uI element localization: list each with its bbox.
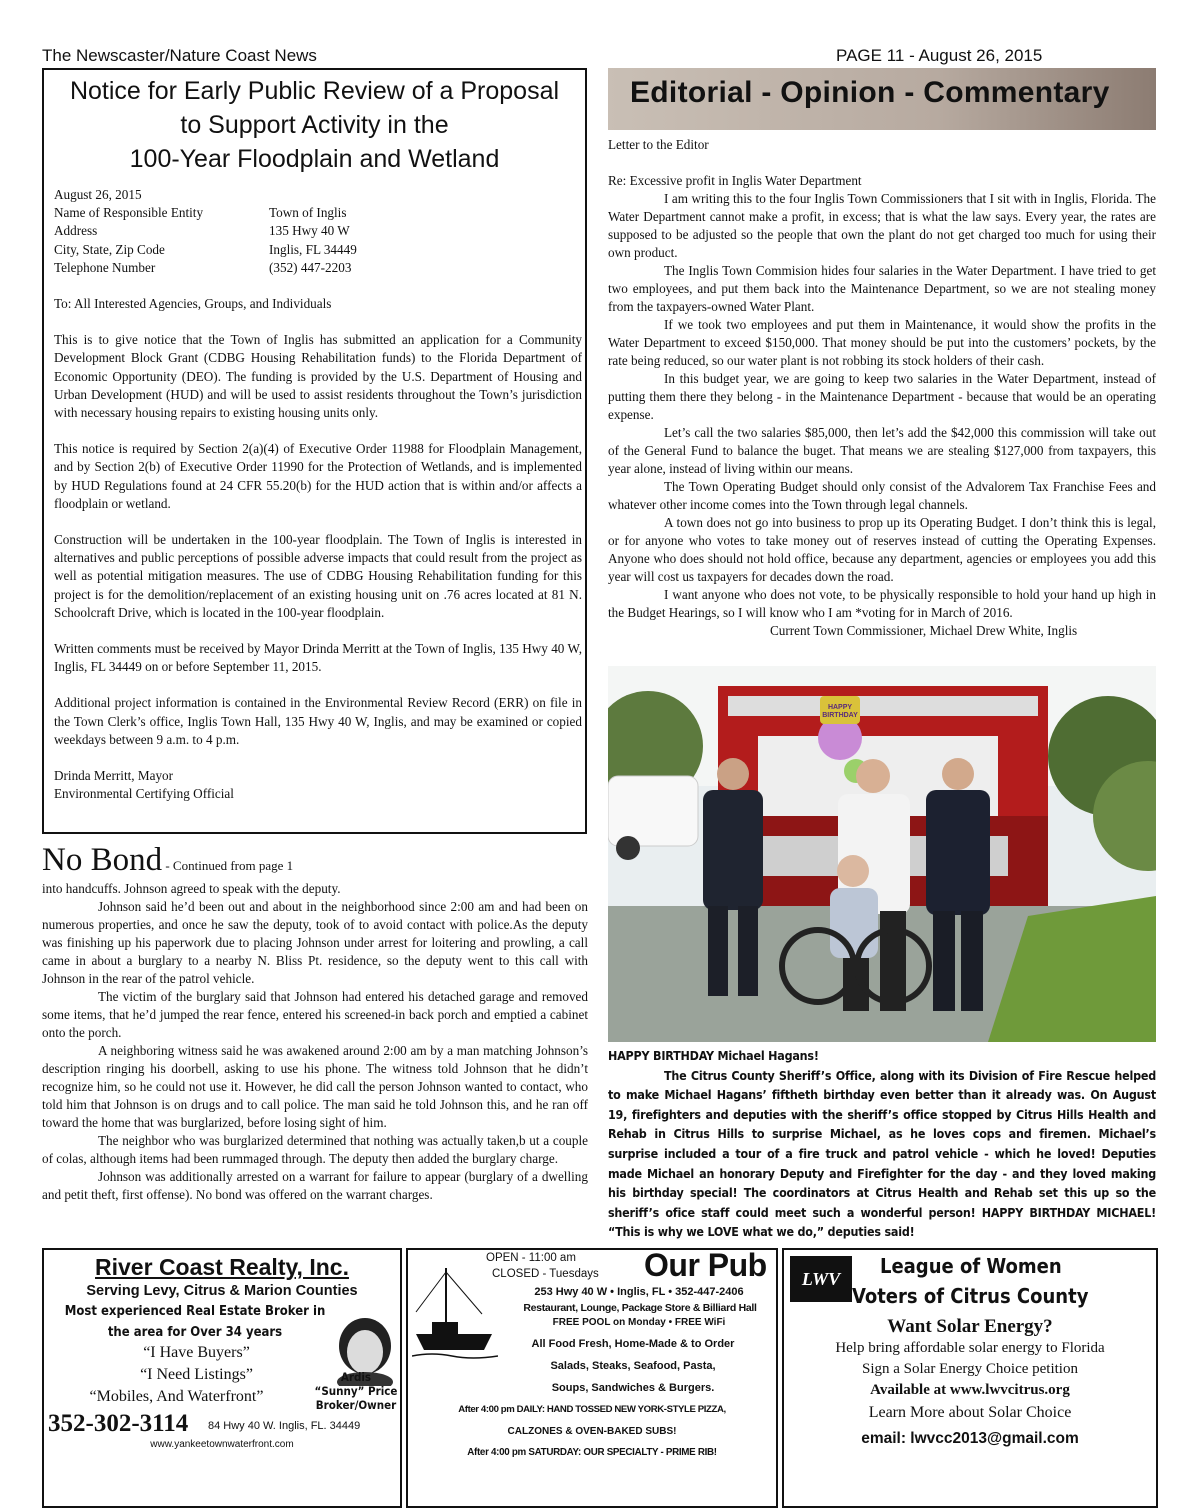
page-and-date: PAGE 11 - August 26, 2015: [836, 46, 1043, 65]
notice-field: [54, 241, 582, 259]
notice-paragraph: Construction will be undertaken in the 100-year floodplain. The Town of Inglis is interested in alternatives and public perceptions of possible adverse impacts that could result from the project as well as potential mitigation measures. The use of CDBG Housing Rehabilitation funding for this project is for the demolition/replacement of an existing housing unit on .76 acres located at 81 N. Schoolcraft Drive, which is located in the 100-year floodplain.: [54, 532, 582, 620]
article-paragraph: into handcuffs. Johnson agreed to speak with the deputy.: [42, 881, 341, 896]
editorial-banner-text: Editorial - Opinion - Commentary: [630, 76, 1110, 109]
notice-paragraph: This is to give notice that the Town of Inglis has submitted an application for a Community Development Block Grant (CDBG Housing Rehabilitation funds) to the Florida Department of Economic Opportunity (DEO). The funding is provided by the U.S. Department of Housing and Urban Development (HUD) and will be used to assist residents throughout the Town’s jurisdiction with necessary housing repairs to existing housing units only.: [54, 332, 582, 421]
realty-tagline: the area for Over 34 years: [107, 1325, 283, 1340]
notice-paragraph: Written comments must be received by Mayor Drinda Merritt at the Town of Inglis, 135 Hwy 40 W, Inglis, FL 34449 on or before September 11, 2015.: [54, 641, 582, 675]
ad-our-pub: [406, 1248, 778, 1508]
nobond-title: No Bond: [42, 842, 163, 878]
boat-icon: [412, 1264, 498, 1364]
notice-field: [54, 259, 582, 277]
ad-river-coast-realty: [42, 1248, 402, 1508]
letter-to-editor: [608, 136, 1156, 640]
field-value: (352) 447-2203: [269, 259, 352, 275]
lwv-headline: Want Solar Energy?: [887, 1316, 1053, 1337]
nobond-headline: [42, 842, 293, 879]
letter-signoff: Current Town Commissioner, Michael Drew White, Inglis: [770, 623, 1078, 638]
notice-paragraph: To: All Interested Agencies, Groups, and Individuals: [54, 296, 332, 312]
notice-title-line: Notice for Early Public Review of a Proposal: [69, 77, 560, 105]
article-paragraph: The neighbor who was burglarized determined that nothing was actually taken,b ut a couple of colas, although items had been rummaged through. The deputy then added the burglary charge.: [42, 1133, 588, 1166]
nobond-continued: - Continued from page 1: [162, 858, 294, 873]
field-value: Inglis, FL 34449: [269, 241, 357, 257]
pub-name: Our Pub: [644, 1247, 767, 1283]
realty-serving: Serving Levy, Citrus & Marion Counties: [86, 1283, 358, 1299]
lwv-website: Available at www.lwvcitrus.org: [870, 1382, 1070, 1398]
letter-paragraph: The Town Operating Budget should only consist of the Advalorem Tax Franchise Fees and whatever other income comes into the Town through legal channels.: [608, 479, 1156, 512]
letter-paragraph: I am writing this to the four Inglis Town Commissioners that I sit with in Inglis, Florida. The Water Department cannot make a profit, in excess; that is what the law says. Every year, the rates are supposed to be adjusted so the people that own the plant do not get charged too much for using their own product.: [608, 191, 1156, 260]
notice-signature-title: Environmental Certifying Official: [54, 786, 234, 802]
agent-title: Broker/Owner: [315, 1398, 397, 1412]
article-paragraph: The victim of the burglary said that Johnson had entered his detached garage and removed some items, that he’d jumped the rear fence, entered his screened-in back porch and emptied a cabinet onto the porch.: [42, 989, 588, 1040]
field-value: Town of Inglis: [269, 205, 347, 221]
letter-paragraph: A town does not go into business to prop up its Operating Budget. I don’t think this is legal, or for anyone who votes to take money out of reserves instead of cutting the Operating Expenses. Anyone who does should not hold office, because any department, agencies or employees you add this year will cost us taxpayers for decades down the road.: [608, 515, 1156, 584]
lwv-title-2: Voters of Citrus County: [852, 1284, 1089, 1308]
field-label: Address: [54, 223, 98, 239]
pub-daily-special: After 4:00 pm DAILY: HAND TOSSED NEW YORK-STYLE PIZZA,: [458, 1404, 726, 1415]
editorial-banner: [608, 68, 1156, 130]
public-notice-box: [42, 68, 587, 834]
notice-title-line: to Support Activity in the: [180, 111, 449, 139]
field-value: 135 Hwy 40 W: [269, 223, 350, 239]
agent-first-name: Ardis: [340, 1370, 372, 1384]
caption-heading: HAPPY BIRTHDAY Michael Hagans!: [608, 1048, 819, 1063]
caption-text: The Citrus County Sheriff’s Office, along with its Division of Fire Rescue helped to make Michael Hagans’ fiftheth birthday even better than it already was. On August 19, firefighters and deputies with the sheriff’s office stopped by Citrus Hills Health and Rehab in Citrus Hills to surprise Michael, as he loves cops and firemen. Michael’s surprise included a tour of a fire truck and patrol vehicle - which he loved! Deputies made Michael an honorary Deputy and Firefighter for the day - and they loved making his birthday special! The coordinators at Citrus Health and Rehab set this up so the sheriff’s ofice staff could meet such a wonderful person! HAPPY BIRTHDAY MICHAEL! “This is why we LOVE what we do,” deputies said!: [608, 1067, 1156, 1240]
realty-quote: “Mobiles, And Waterfront”: [89, 1388, 264, 1405]
pub-menu-line: Soups, Sandwiches & Burgers.: [551, 1382, 715, 1394]
publication-name: The Newscaster/Nature Coast News: [42, 46, 317, 65]
pub-menu-line: Salads, Steaks, Seafood, Pasta,: [550, 1360, 716, 1372]
notice-title: [44, 74, 585, 176]
realty-phone: 352-302-3114: [48, 1410, 189, 1437]
field-label: Name of Responsible Entity: [54, 205, 204, 221]
letter-label: Letter to the Editor: [608, 137, 709, 152]
pub-address: 253 Hwy 40 W • Inglis, FL • 352-447-2406: [534, 1286, 744, 1298]
letter-paragraph: I want anyone who does not vote, to be physically responsible to hold your hand up high in the Budget Hearings, so I will know who I am *voting for in March of 2016.: [608, 587, 1156, 620]
pub-services: Restaurant, Lounge, Package Store & Billiard Hall: [523, 1302, 757, 1314]
balloon-text: HAPPY BIRTHDAY: [822, 704, 858, 719]
letter-paragraph: In this budget year, we are going to keep two salaries in the Water Department, instead of putting them there they belong - in the Maintenance Department - because that would be an operating expense.: [608, 371, 1156, 422]
notice-paragraph: This notice is required by Section 2(a)(4) of Executive Order 11988 for Floodplain Management, and by Section 2(b) of Executive Order 11990 for the Protection of Wetlands, and is implemented by HUD Regulations found at 24 CFR 55.20(b) for the HUD action that is within and/or affects a floodplain or wetland.: [54, 441, 582, 511]
nobond-article: [42, 880, 588, 1204]
realty-quote: “I Need Listings”: [140, 1366, 253, 1383]
realty-tagline: Most experienced Real Estate Broker in: [64, 1304, 326, 1319]
lwv-line: Help bring affordable solar energy to Florida: [835, 1340, 1105, 1356]
notice-body: [54, 186, 582, 803]
realty-website: www.yankeetownwaterfront.com: [150, 1439, 294, 1450]
pub-daily-special-2: CALZONES & OVEN-BAKED SUBS!: [507, 1426, 677, 1437]
notice-paragraph: Additional project information is contained in the Environmental Review Record (ERR) on file in the Town Clerk’s office, Inglis Town Hall, 135 Hwy 40 W, Inglis, and may be examined or copied weekdays between 9 a.m. to 4 p.m.: [54, 695, 582, 747]
realty-quote: “I Have Buyers”: [143, 1344, 250, 1361]
lwv-line: Learn More about Solar Choice: [868, 1404, 1072, 1421]
agent-info: [306, 1370, 406, 1412]
pub-menu-line: All Food Fresh, Home-Made & to Order: [531, 1338, 735, 1350]
lwv-title: League of Women: [880, 1254, 1062, 1278]
letter-paragraph: If we took two employees and put them in Maintenance, it would show the profits in the Water Department to exceed $150,000. That money should be put into the customers’ pockets, by the rate being reduced, so our water plant is not robbing its stock holders of their cash.: [608, 317, 1156, 368]
realty-name: River Coast Realty, Inc.: [95, 1254, 349, 1280]
lwv-email: email: lwvcc2013@gmail.com: [861, 1430, 1079, 1447]
agent-name: “Sunny” Price: [314, 1384, 398, 1398]
pub-saturday-special: After 4:00 pm SATURDAY: OUR SPECIALTY - PRIME RIB!: [467, 1447, 717, 1458]
notice-signature-name: Drinda Merritt, Mayor: [54, 768, 174, 784]
letter-subject: Re: Excessive profit in Inglis Water Department: [608, 173, 862, 188]
pub-open-hours: OPEN - 11:00 am: [486, 1252, 576, 1264]
notice-field: [54, 222, 582, 240]
photo-caption: [608, 1046, 1156, 1242]
notice-field: [54, 204, 582, 222]
article-paragraph: Johnson said he’d been out and about in the neighborhood since 2:00 am and had been on numerous properties, and once he saw the deputy, took of to avoid contact with police.As the deputy was finishing up his paperwork due to placing Johnson under arrest for loitering and prowling, a call came in about a burglary to a nearby N. Bliss Pt. residence, so the deputy went to this call with Johnson in the rear of the patrol vehicle.: [42, 899, 588, 986]
article-paragraph: Johnson was additionally arrested on a warrant for failure to appear (burglary of a dwelling and petit theft, first offense). No bond was offered on the warrant charges.: [42, 1169, 588, 1202]
article-paragraph: A neighboring witness said he was awakened around 2:00 am by a man matching Johnson’s description ringing his doorbell, asking to use his phone. The witness told Johnson that he didn’t recognize him, so he could not use it. However, he did call the person Johnson wanted to contact, who told him that Johnson is on drugs and to call police. The man said he told Johnson this, and he ran off toward the home that was burglarized, before losing sight of him.: [42, 1043, 588, 1130]
letter-paragraph: The Inglis Town Commision hides four salaries in the Water Department. I have tried to get two employees, and put them back into the Maintenance Department, so we are not stealing money from the taxpayers-owned Water Plant.: [608, 263, 1156, 314]
birthday-photo: [608, 666, 1156, 1042]
field-label: Telephone Number: [54, 259, 156, 275]
ad-league-of-women-voters: [782, 1248, 1158, 1508]
realty-address: 84 Hwy 40 W. Inglis, FL. 34449: [208, 1420, 361, 1432]
photo-illustration: [608, 666, 1156, 1042]
notice-title-line: 100-Year Floodplain and Wetland: [129, 145, 500, 173]
letter-paragraph: Let’s call the two salaries $85,000, then let’s add the $42,000 this commission will take out of the General Fund to balance the buget. That means we are stealing $127,000 from taxpayers, this year alone, instead of living within our means.: [608, 425, 1156, 476]
pub-free-offers: FREE POOL on Monday • FREE WiFi: [552, 1317, 726, 1328]
lwv-logo: LWV: [790, 1256, 852, 1302]
lwv-line: Sign a Solar Energy Choice petition: [862, 1361, 1078, 1377]
field-label: City, State, Zip Code: [54, 241, 165, 257]
notice-date: August 26, 2015: [54, 187, 142, 202]
pub-closed-day: CLOSED - Tuesdays: [492, 1268, 599, 1280]
